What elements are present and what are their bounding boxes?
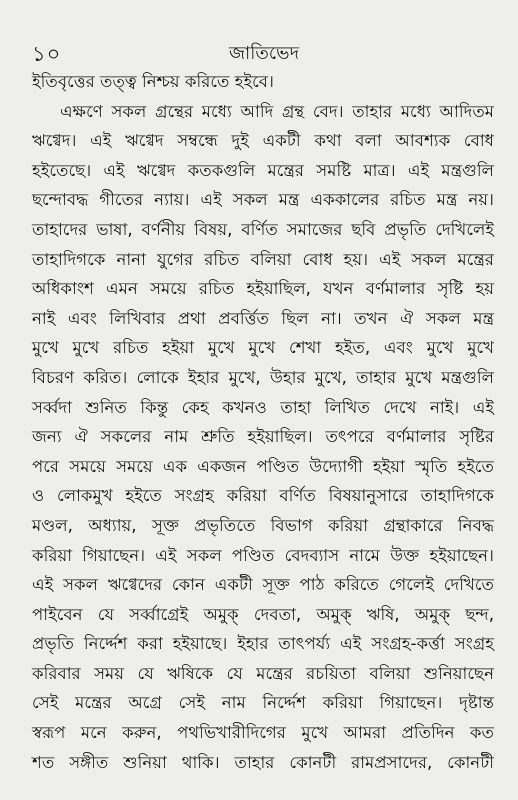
text-line: পাইবেন যে সর্ব্বাগ্রেই অমুক্ দেবতা, অমুক্ ঋষি, অমুক্ ছন্দ, [32,604,494,624]
text-line: বিচরণ করিত। লোকে ইহার মুখে, উহার মুখে, তাহার মুখে মন্ত্রগুলি [32,367,494,387]
page-header [32,40,496,68]
text-line: তাহাদের ভাষা, বর্ণনীয় বিষয়, বর্ণিত সমাজের ছবি প্রভৃতি দেখিলেই [32,219,494,239]
text-line: অধিকাংশ এমন সময়ে রচিত হইয়াছিল, যখন বর্ণমালার সৃষ্টি হয় [32,279,494,299]
text-line: মুখে মুখে রচিত হইয়া মুখে মুখে শেখা হইত, এবং মুখে মুখে [32,338,494,358]
text-line: এক্ষণে সকল গ্রন্থের মধ্যে আদি গ্রন্থ বেদ। তাহার মধ্যে আদিতম [60,101,494,121]
text-line: সর্ব্বদা শুনিত কিন্তু কেহ কখনও তাহা লিখিত দেখে নাই। এই [32,397,494,417]
text-line: জন্য ঐ সকলের নাম শ্রুতি হইয়াছিল। তৎপরে বর্ণমালার সৃষ্টির [32,427,494,447]
text-line: স্বরূপ মনে করুন, পথভিখারীদিগের মুখে আমরা প্রতিদিন কত [32,723,494,743]
text-line: ছন্দোবদ্ধ গীতের ন্যায়। এই সকল মন্ত্র এককালের রচিত মন্ত্র নয়। [32,190,494,210]
running-title: জাতিভেদ [228,43,300,64]
body-text [32,67,494,777]
text-line: মণ্ডল, অধ্যায়, সূক্ত প্রভৃতিতে বিভাগ করিয়া গ্রন্থাকারে নিবদ্ধ [32,515,494,535]
text-line: ও লোকমুখ হইতে সংগ্রহ করিয়া বর্ণিত বিষয়ানুসারে তাহাদিগকে [32,486,494,506]
text-line: করিবার সময় যে ঋষিকে যে মন্ত্রের রচয়িতা বলিয়া শুনিয়াছেন [32,663,494,683]
text-line: হইতেছে। এই ঋগ্বেদ কতকগুলি মন্ত্রের সমষ্টি মাত্র। এই মন্ত্রগুলি [32,160,494,180]
text-line: সেই মন্ত্রের অগ্রে সেই নাম নির্দ্দেশ করিয়া গিয়াছেন। দৃষ্টান্ত [32,693,494,713]
text-line: শত সঙ্গীত শুনিয়া থাকি। তাহার কোনটী রামপ্রসাদের, কোনটী [32,752,494,772]
text-line: তাহাদিগকে নানা যুগের রচিত বলিয়া বোধ হয়। এই সকল মন্ত্রের [32,249,494,269]
text-line: প্রভৃতি নির্দ্দেশ করা হইয়াছে। ইহার তাৎপর্য্য এই সংগ্রহ-কর্ত্তা সংগ্রহ [32,634,494,654]
text-line: নাই এবং লিখিবার প্রথা প্রবর্ত্তিত ছিল না। তখন ঐ সকল মন্ত্র [32,308,494,328]
text-line: পরে সময়ে সময়ে এক একজন পণ্ডিত উদ্যোগী হইয়া স্মৃতি হইতে [32,456,494,476]
text-line: ঋগ্বেদ। এই ঋগ্বেদ সম্বন্ধে দুই একটী কথা বলা আবশ্যক বোধ [32,131,494,151]
text-line: এই সকল ঋগ্বেদের কোন একটী সূক্ত পাঠ করিতে গেলেই দেখিতে [32,575,494,595]
text-line: করিয়া গিয়াছেন। এই সকল পণ্ডিত বেদব্যাস নামে উক্ত হইয়াছেন। [32,545,494,565]
text-line: ইতিবৃত্তের তত্ত্ব নিশ্চয় করিতে হইবে। [32,72,274,91]
page-number: ১০ [32,42,62,66]
